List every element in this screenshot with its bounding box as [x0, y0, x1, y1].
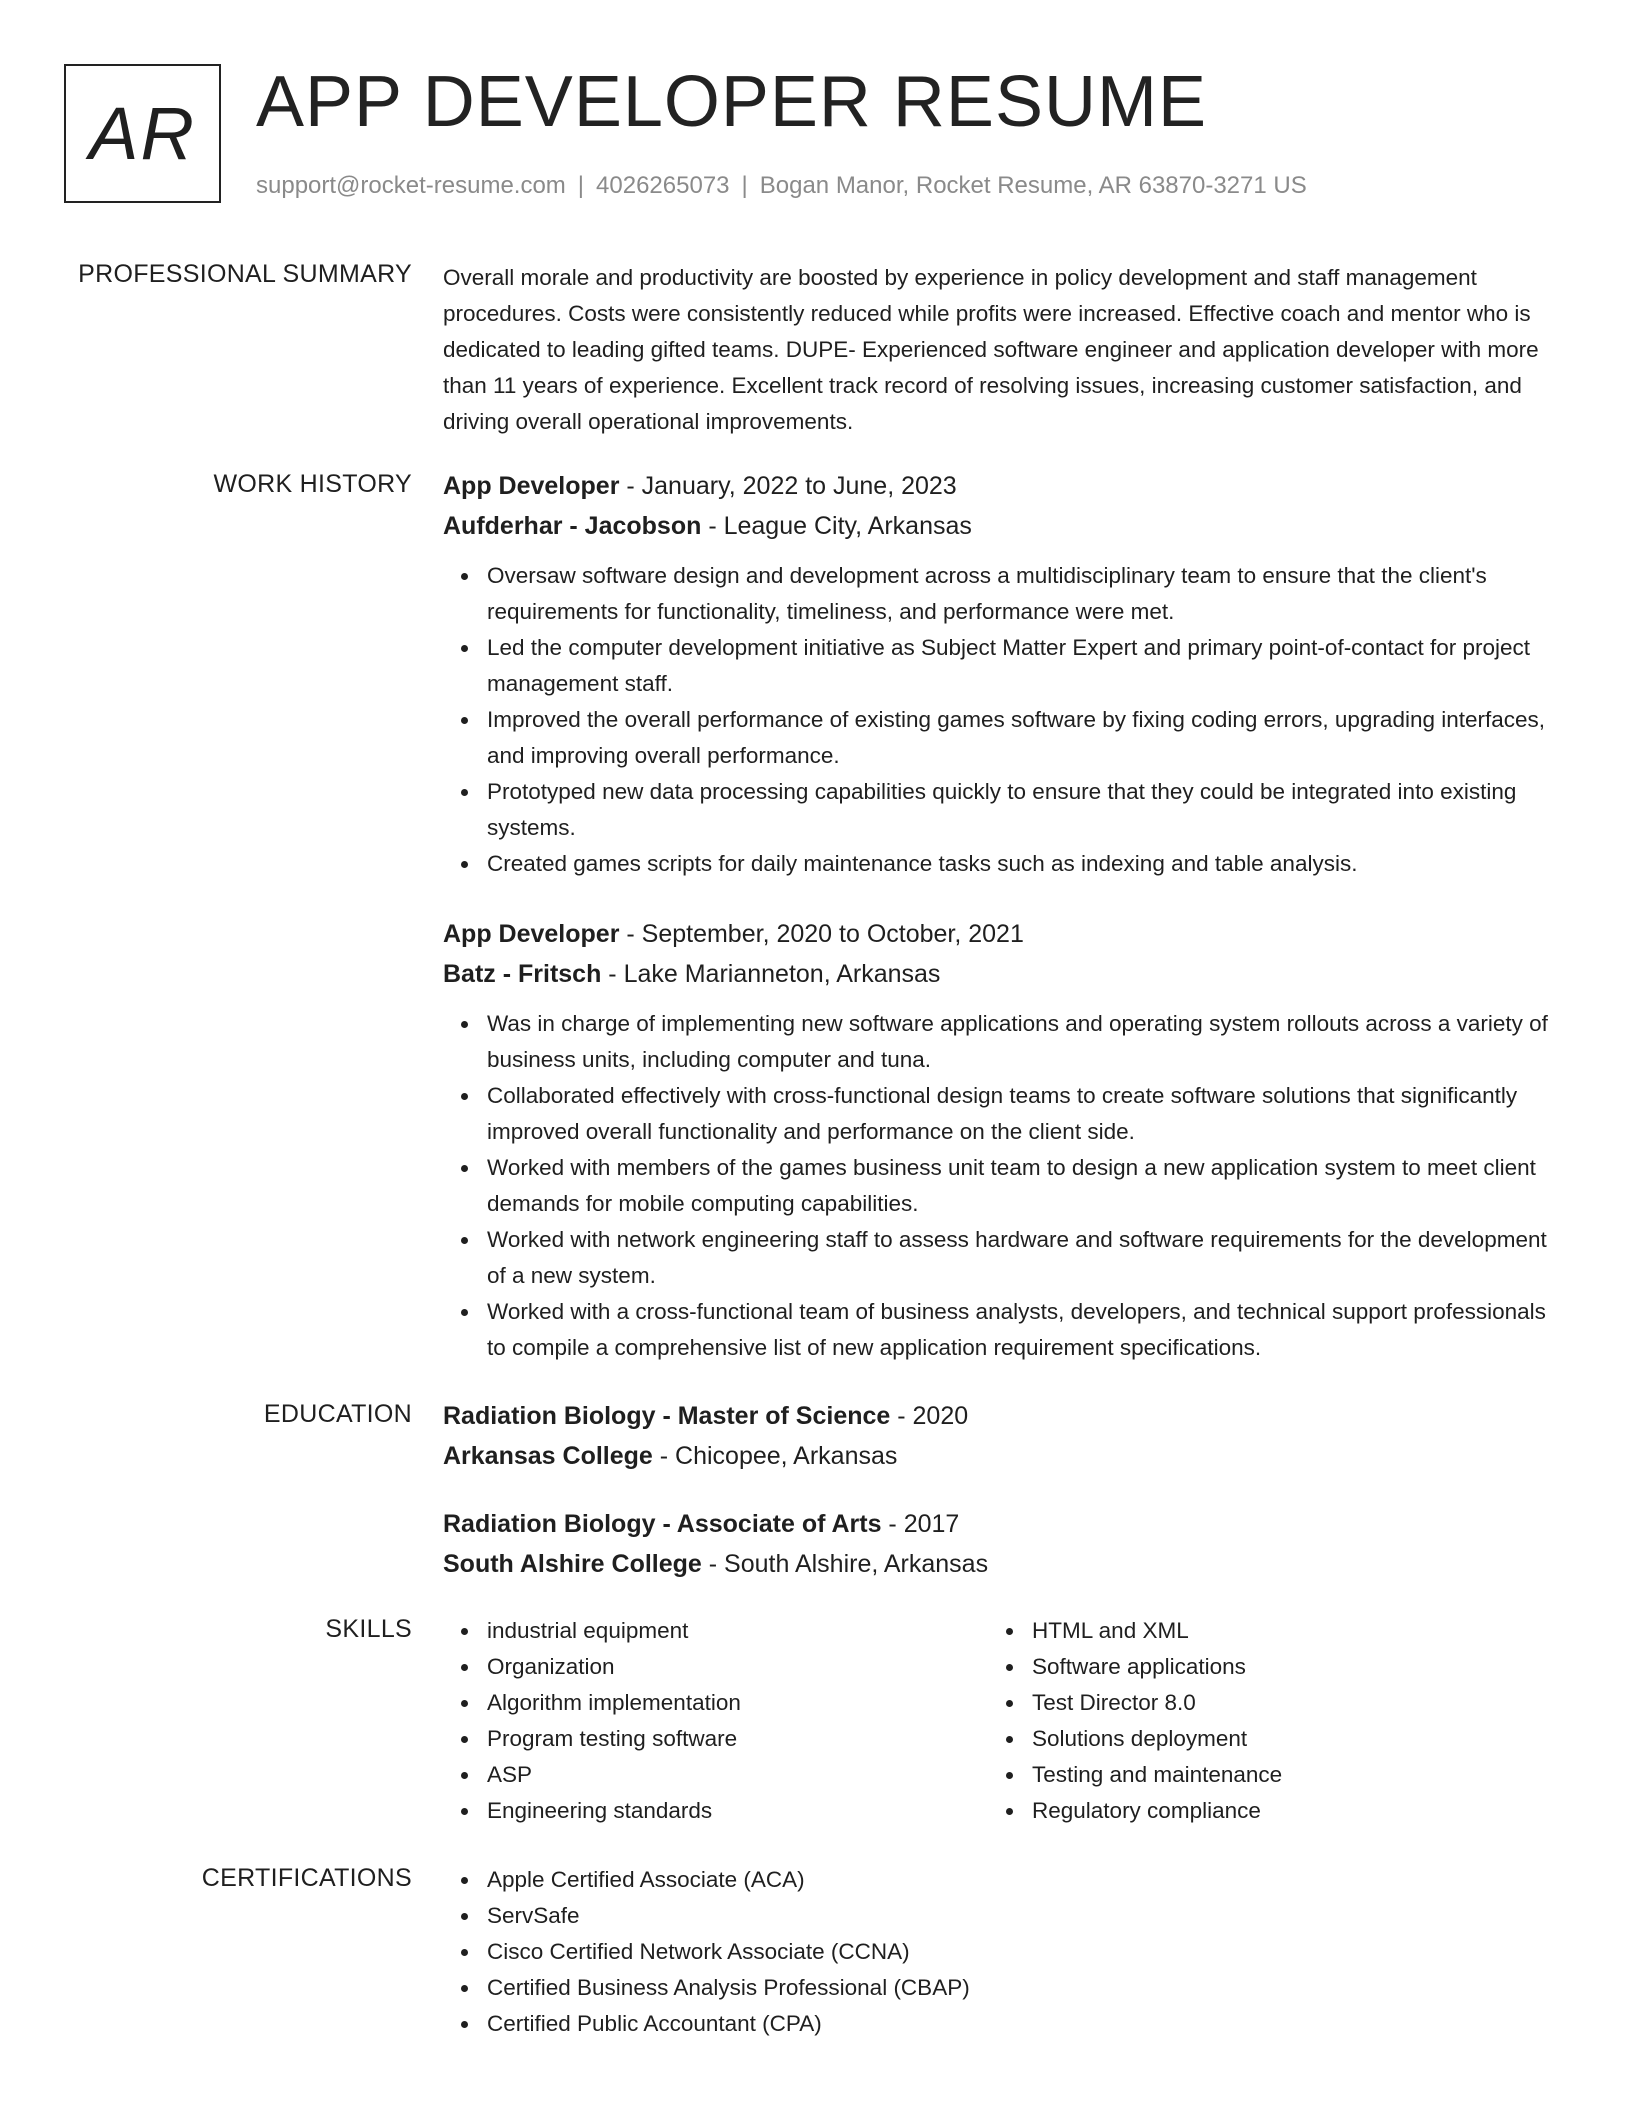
skill-item: Test Director 8.0: [1032, 1685, 1533, 1721]
education-location: - Chicopee, Arkansas: [652, 1442, 898, 1470]
skills-list: [443, 1613, 988, 1829]
job-bullet: Worked with a cross-functional team of business analysts, developers, and technical support professionals to compile a comprehensive list of new application requirement specifications.: [487, 1294, 1563, 1366]
education-location: - South Alshire, Arkansas: [701, 1550, 989, 1578]
education-heading: EDUCATION: [263, 1400, 412, 1428]
job-location: - Lake Marianneton, Arkansas: [601, 960, 941, 988]
summary-heading: PROFESSIONAL SUMMARY: [78, 260, 412, 288]
skill-item: Testing and maintenance: [1032, 1757, 1533, 1793]
skill-item: Solutions deployment: [1032, 1721, 1533, 1757]
skills-column-right: [988, 1613, 1533, 1829]
skill-item: Software applications: [1032, 1649, 1533, 1685]
job-bullet: Oversaw software design and development across a multidisciplinary team to ensure that the client's requirements for functionality, timeliness, and performance were met.: [487, 558, 1563, 630]
skill-item: HTML and XML: [1032, 1613, 1533, 1649]
education-school: Arkansas College: [443, 1442, 653, 1470]
job-location: - League City, Arkansas: [701, 512, 972, 540]
skill-item: Algorithm implementation: [487, 1685, 988, 1721]
education-degree: Radiation Biology - Associate of Arts: [443, 1510, 882, 1538]
education-year: - 2020: [890, 1402, 969, 1430]
summary-text: Overall morale and productivity are boosted by experience in policy development and staff management procedures. Costs were consistently reduced while profits were increased. Effective coach and mentor who is dedicated to leading gifted teams. DUPE- Experienced software engineer and application developer with more than 11 years of experience. Excellent track record of resolving issues, increasing customer satisfaction, and driving overall operational improvements.: [443, 265, 1539, 434]
job-bullet: Created games scripts for daily maintenance tasks such as indexing and table analysis.: [487, 846, 1563, 882]
summary-body: [443, 260, 1563, 440]
skills-grid: [443, 1613, 1563, 1829]
job-bullet: Collaborated effectively with cross-functional design teams to create software solutions that significantly improved overall functionality and performance on the client side.: [487, 1078, 1563, 1150]
contact-separator: |: [577, 172, 585, 199]
certifications-list: [443, 1862, 1563, 2042]
education-degree-line: [443, 1504, 1563, 1544]
job-bullet: Improved the overall performance of existing games software by fixing coding errors, upgrading interfaces, and improving overall performance.: [487, 702, 1563, 774]
job-company: Batz - Fritsch: [443, 960, 602, 988]
contact-line: [256, 172, 1307, 200]
skills-list: [988, 1613, 1533, 1829]
resume-header: [64, 64, 1564, 214]
skills-heading: SKILLS: [325, 1615, 412, 1643]
job-title: App Developer: [443, 472, 620, 500]
monogram-box: [64, 64, 221, 203]
job-title-line: [443, 466, 1563, 506]
job-title: App Developer: [443, 920, 620, 948]
job-entry: [443, 466, 1563, 882]
contact-address: Bogan Manor, Rocket Resume, AR 63870-3271 US: [759, 172, 1307, 199]
resume-title: APP DEVELOPER RESUME: [256, 62, 1207, 142]
job-entry: [443, 914, 1563, 1366]
certifications-body: [443, 1862, 1563, 2042]
skill-item: Program testing software: [487, 1721, 988, 1757]
skill-item: ASP: [487, 1757, 988, 1793]
job-bullet: Led the computer development initiative as Subject Matter Expert and primary point-of-contact for project management staff.: [487, 630, 1563, 702]
certification-item: Apple Certified Associate (ACA): [487, 1862, 1563, 1898]
certification-item: ServSafe: [487, 1898, 1563, 1934]
skills-column-left: [443, 1613, 988, 1829]
certification-item: Certified Business Analysis Professional (CBAP): [487, 1970, 1563, 2006]
education-degree: Radiation Biology - Master of Science: [443, 1402, 891, 1430]
monogram-initials: AR: [89, 92, 196, 175]
work-history-heading: WORK HISTORY: [213, 470, 412, 498]
job-bullets: [443, 1006, 1563, 1366]
contact-separator: |: [741, 172, 748, 199]
skill-item: Engineering standards: [487, 1793, 988, 1829]
skill-item: Regulatory compliance: [1032, 1793, 1533, 1829]
education-body: [443, 1396, 1563, 1584]
job-bullet: Worked with members of the games business unit team to design a new application system to meet client demands for mobile computing capabilities.: [487, 1150, 1563, 1222]
education-entry: [443, 1504, 1563, 1584]
education-degree-line: [443, 1396, 1563, 1436]
certification-item: Cisco Certified Network Associate (CCNA): [487, 1934, 1563, 1970]
contact-email[interactable]: support@rocket-resume.com: [256, 172, 566, 199]
job-bullet: Was in charge of implementing new software applications and operating system rollouts across a variety of business units, including computer and tuna.: [487, 1006, 1563, 1078]
job-title-line: [443, 914, 1563, 954]
certification-item: Certified Public Accountant (CPA): [487, 2006, 1563, 2042]
job-company-line: [443, 506, 1563, 546]
certifications-heading: CERTIFICATIONS: [201, 1864, 412, 1892]
contact-phone[interactable]: 4026265073: [596, 172, 730, 199]
education-school-line: [443, 1544, 1563, 1584]
job-bullet: Prototyped new data processing capabilities quickly to ensure that they could be integrated into existing systems.: [487, 774, 1563, 846]
job-company-line: [443, 954, 1563, 994]
job-dates: - January, 2022 to June, 2023: [619, 472, 957, 500]
job-bullet: Worked with network engineering staff to assess hardware and software requirements for the development of a new system.: [487, 1222, 1563, 1294]
education-year: - 2017: [881, 1510, 960, 1538]
education-school-line: [443, 1436, 1563, 1476]
education-school: South Alshire College: [443, 1550, 702, 1578]
skills-body: [443, 1613, 1563, 1829]
work-history-body: [443, 466, 1563, 1366]
job-company: Aufderhar - Jacobson: [443, 512, 702, 540]
job-bullets: [443, 558, 1563, 882]
skill-item: Organization: [487, 1649, 988, 1685]
education-entry: [443, 1396, 1563, 1476]
job-dates: - September, 2020 to October, 2021: [619, 920, 1024, 948]
skill-item: industrial equipment: [487, 1613, 988, 1649]
